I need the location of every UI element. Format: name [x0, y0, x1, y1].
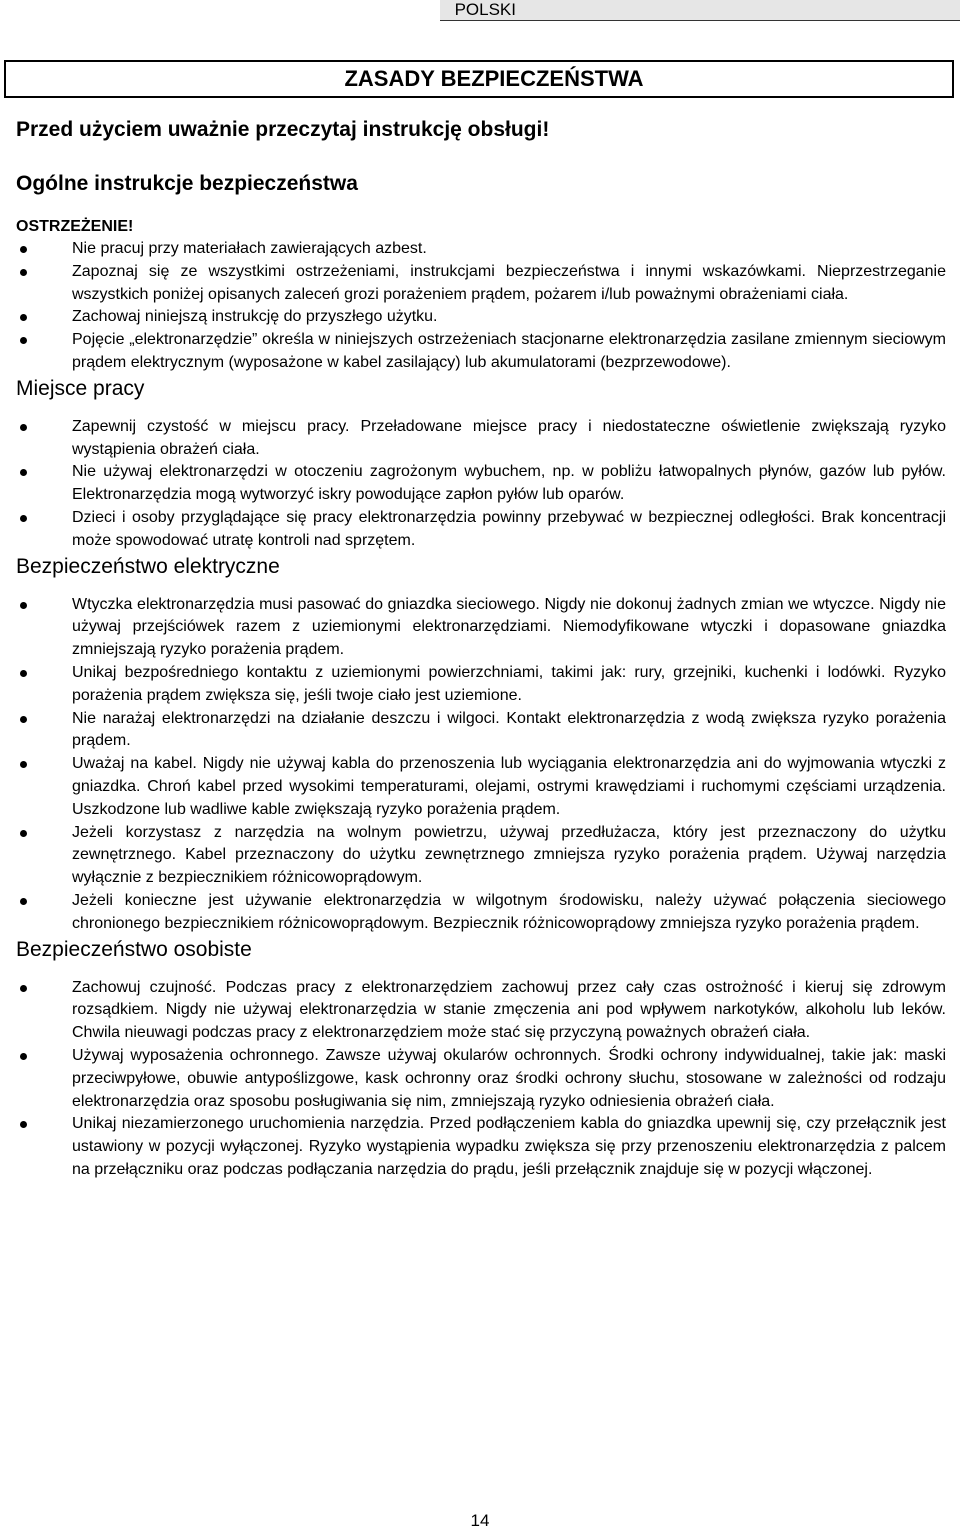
list-item: Pojęcie „elektronarzędzie” określa w niniejszych ostrzeżeniach stacjonarne elektronarzędzia zasilane zmiennym sieciowym prądem elektrycznym (wyposażone w kabel zasilający) lub akumulatorami (bezprzewodowe). — [16, 329, 946, 375]
intro-heading: Przed użyciem uważnie przeczytaj instrukcję obsługi! — [16, 118, 550, 141]
list-item: Zapoznaj się ze wszystkimi ostrzeżeniami, instrukcjami bezpieczeństwa i innymi wskazówkami. Nieprzestrzeganie wszystkich poniżej opisanych zaleceń grozi porażeniem prądem, pożarem i/lub poważnymi obrażeniami ciała. — [16, 261, 946, 307]
document-title: ZASADY BEZPIECZEŃSTWA — [344, 66, 644, 91]
list-item: Uważaj na kabel. Nigdy nie używaj kabla do przenoszenia lub wyciągania elektronarzędzia ani do wyjmowania wtyczki z gniazdka. Chroń kabel przed wysokimi temperaturami, olejami, ostrymi krawędziami i ruchomymi częściami urządzenia. Uszkodzone lub wadliwe kable zwiększają ryzyko porażenia prądem. — [16, 753, 946, 821]
list-item: Unikaj niezamierzonego uruchomienia narzędzia. Przed podłączeniem kabla do gniazdka upewnij się, czy przełącznik jest ustawiony w pozycji wyłączonej. Ryzyko wystąpienia wypadku zwiększa się przy przenoszeniu elektronarzędzia z palcem na przełączniku oraz podczas podłączania narzędzia do prądu, jeśli przełącznik znajduje się w pozycji włączonej. — [16, 1113, 946, 1181]
language-header-bar — [440, 0, 960, 21]
list-item: Jeżeli konieczne jest używanie elektronarzędzia w wilgotnym środowisku, należy używać połączenia sieciowego chronionego bezpiecznikiem różnicowoprądowym. Bezpiecznik różnicowoprądowy zmniejsza ryzyko porażenia prądem. — [16, 890, 946, 936]
list-item: Nie używaj elektronarzędzi w otoczeniu zagrożonym wybuchem, np. w pobliżu łatwopalnych płynów, gazów lub pyłów. Elektronarzędzia mogą wytworzyć iskry powodujące zapłon pyłów lub oparów. — [16, 461, 946, 507]
personal-safety-list — [16, 977, 946, 1182]
list-item: Zapewnij czystość w miejscu pracy. Przeładowane miejsce pracy i niedostateczne oświetlenie zwiększają ryzyko wystąpienia obrażeń ciała. — [16, 416, 946, 462]
workplace-list — [16, 416, 946, 553]
language-label: POLSKI — [454, 0, 516, 19]
general-instructions-heading: Ogólne instrukcje bezpieczeństwa — [16, 172, 358, 195]
list-item: Dzieci i osoby przyglądające się pracy elektronarzędzia powinny przebywać w bezpiecznej odległości. Brak koncentracji może spowodować utratę kontroli nad sprzętem. — [16, 507, 946, 553]
list-item: Wtyczka elektronarzędzia musi pasować do gniazdka sieciowego. Nigdy nie dokonuj żadnych zmian we wtyczce. Nigdy nie używaj przejściówek razem z uziemionymi elektronarzędziami. Niemodyfikowane wtyczki i dopasowane gniazdka zmniejszają ryzyko porażenia prądem. — [16, 594, 946, 662]
list-item: Nie narażaj elektronarzędzi na działanie deszczu i wilgoci. Kontakt elektronarzędzia z wodą zwiększa ryzyko porażenia prądem. — [16, 708, 946, 754]
list-item: Zachowuj czujność. Podczas pracy z elektronarzędziem zachowuj przez cały czas ostrożność i kieruj się zdrowym rozsądkiem. Nigdy nie używaj elektronarzędzia w stanie zmęczenia ani pod wpływem narkotyków, alkoholu lub leków. Chwila nieuwagi podczas pracy z elektronarzędziem może stać się przyczyną poważnych obrażeń ciała. — [16, 977, 946, 1045]
list-item: Zachowaj niniejszą instrukcję do przyszłego użytku. — [16, 306, 946, 329]
title-box — [4, 60, 954, 98]
personal-safety-heading: Bezpieczeństwo osobiste — [16, 937, 252, 961]
electrical-safety-list — [16, 594, 946, 936]
list-item: Jeżeli korzystasz z narzędzia na wolnym powietrzu, używaj przedłużacza, który jest przeznaczony do użytku zewnętrznego. Kabel przeznaczony do użytku zewnętrznego zmniejsza ryzyko porażenia prądem. Używaj narzędzia wyłącznie z bezpiecznikiem różnicowoprądowym. — [16, 822, 946, 890]
workplace-heading: Miejsce pracy — [16, 376, 145, 400]
electrical-safety-heading: Bezpieczeństwo elektryczne — [16, 554, 280, 578]
warning-list — [16, 238, 946, 375]
list-item: Używaj wyposażenia ochronnego. Zawsze używaj okularów ochronnych. Środki ochrony indywidualnej, takie jak: maski przeciwpyłowe, obuwie antypoślizgowe, kask ochronny oraz środki ochrony słuchu, stosowane w zależności od rodzaju elektronarzędzia oraz sposobu posługiwania się nim, zmniejszają ryzyko odniesienia obrażeń ciała. — [16, 1045, 946, 1113]
list-item: Unikaj bezpośredniego kontaktu z uziemionymi powierzchniami, takimi jak: rury, grzejniki, kuchenki i lodówki. Ryzyko porażenia prądem zwiększa się, jeśli twoje ciało jest uziemione. — [16, 662, 946, 708]
document-body — [16, 118, 946, 1182]
warning-label: OSTRZEŻENIE! — [16, 218, 134, 235]
page-number: 14 — [470, 1511, 490, 1530]
list-item: Nie pracuj przy materiałach zawierających azbest. — [16, 238, 946, 261]
